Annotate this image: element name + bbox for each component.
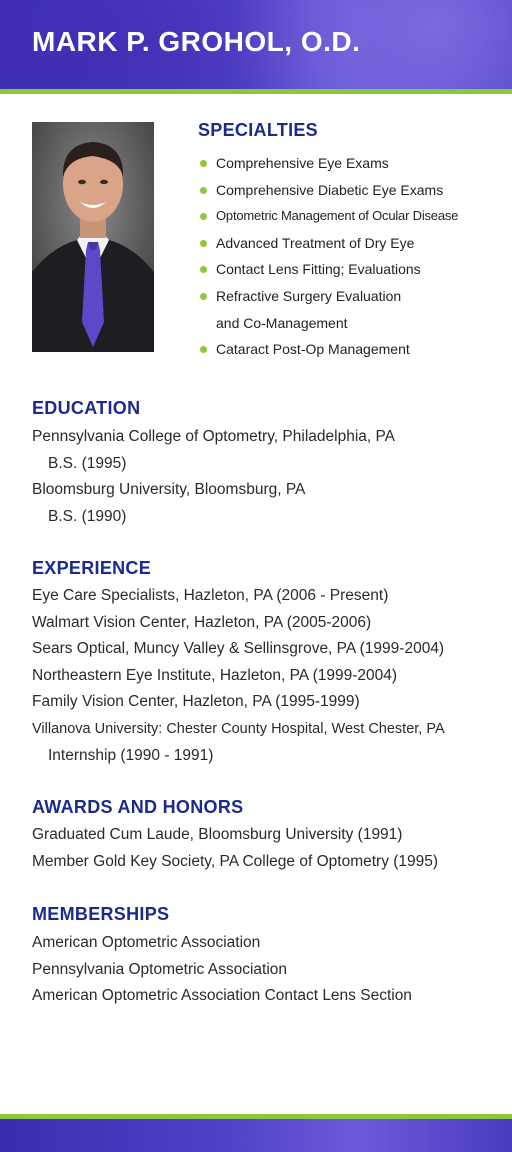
list-item bbox=[198, 230, 498, 257]
list-item-text: Advanced Treatment of Dry Eye bbox=[216, 234, 415, 251]
list-item-text: Cataract Post-Op Management bbox=[216, 341, 410, 358]
header-banner bbox=[0, 0, 512, 89]
awards-heading: AWARDS AND HONORS bbox=[32, 797, 244, 817]
list-item-text: Comprehensive Diabetic Eye Exams bbox=[216, 181, 444, 198]
footer-banner bbox=[0, 1119, 512, 1152]
membership-line: Pennsylvania Optometric Association bbox=[32, 960, 288, 978]
award-line: Graduated Cum Laude, Bloomsburg University (1991) bbox=[32, 826, 403, 843]
bullet-icon bbox=[200, 266, 207, 273]
education-list bbox=[32, 424, 502, 530]
experience-line: Villanova University: Chester County Hospital, West Chester, PA bbox=[32, 720, 445, 737]
education-line: Bloomsburg University, Bloomsburg, PA bbox=[32, 481, 306, 499]
experience-line: Internship (1990 - 1991) bbox=[48, 746, 214, 764]
doctor-name: MARK P. GROHOL, O.D. bbox=[32, 26, 361, 57]
education-line: B.S. (1990) bbox=[48, 507, 127, 525]
doctor-portrait bbox=[32, 122, 154, 352]
list-item-text: Refractive Surgery Evaluation bbox=[216, 287, 402, 304]
list-item-text: Contact Lens Fitting; Evaluations bbox=[216, 261, 421, 278]
education-heading: EDUCATION bbox=[32, 398, 141, 418]
specialties-list bbox=[198, 150, 498, 363]
bullet-icon bbox=[200, 293, 207, 300]
list-item bbox=[198, 336, 498, 363]
list-item bbox=[198, 177, 498, 204]
bullet-icon bbox=[200, 346, 207, 353]
experience-line: Walmart Vision Center, Hazleton, PA (2005-2006) bbox=[32, 613, 372, 631]
bullet-icon bbox=[200, 160, 207, 167]
bullet-icon bbox=[200, 240, 207, 247]
experience-list bbox=[32, 583, 502, 769]
experience-line: Eye Care Specialists, Hazleton, PA (2006 - Present) bbox=[32, 587, 389, 604]
memberships-heading: MEMBERSHIPS bbox=[32, 904, 170, 924]
list-item bbox=[198, 150, 498, 177]
experience-line: Sears Optical, Muncy Valley & Sellinsgrove, PA (1999-2004) bbox=[32, 640, 445, 658]
specialties-heading: SPECIALTIES bbox=[198, 120, 318, 140]
award-line: Member Gold Key Society, PA College of Optometry (1995) bbox=[32, 852, 439, 870]
experience-line: Family Vision Center, Hazleton, PA (1995-1999) bbox=[32, 693, 360, 711]
experience-line: Northeastern Eye Institute, Hazleton, PA (1999-2004) bbox=[32, 666, 398, 684]
list-item bbox=[198, 283, 498, 310]
list-item-text: Optometric Management of Ocular Disease bbox=[216, 208, 459, 224]
experience-heading: EXPERIENCE bbox=[32, 558, 152, 578]
list-item-continuation: and Co-Management bbox=[216, 314, 348, 331]
memberships-list bbox=[32, 930, 502, 1010]
membership-line: American Optometric Association Contact Lens Section bbox=[32, 987, 412, 1005]
portrait-image bbox=[32, 122, 154, 352]
list-item bbox=[198, 203, 498, 230]
bullet-icon bbox=[200, 213, 207, 220]
top-accent-bar bbox=[0, 89, 512, 94]
awards-list bbox=[32, 822, 502, 875]
list-item bbox=[198, 256, 498, 283]
bullet-icon bbox=[200, 187, 207, 194]
list-item-text: Comprehensive Eye Exams bbox=[216, 155, 389, 171]
membership-line: American Optometric Association bbox=[32, 934, 261, 951]
education-line: B.S. (1995) bbox=[48, 454, 127, 472]
education-line: Pennsylvania College of Optometry, Philadelphia, PA bbox=[32, 428, 396, 445]
